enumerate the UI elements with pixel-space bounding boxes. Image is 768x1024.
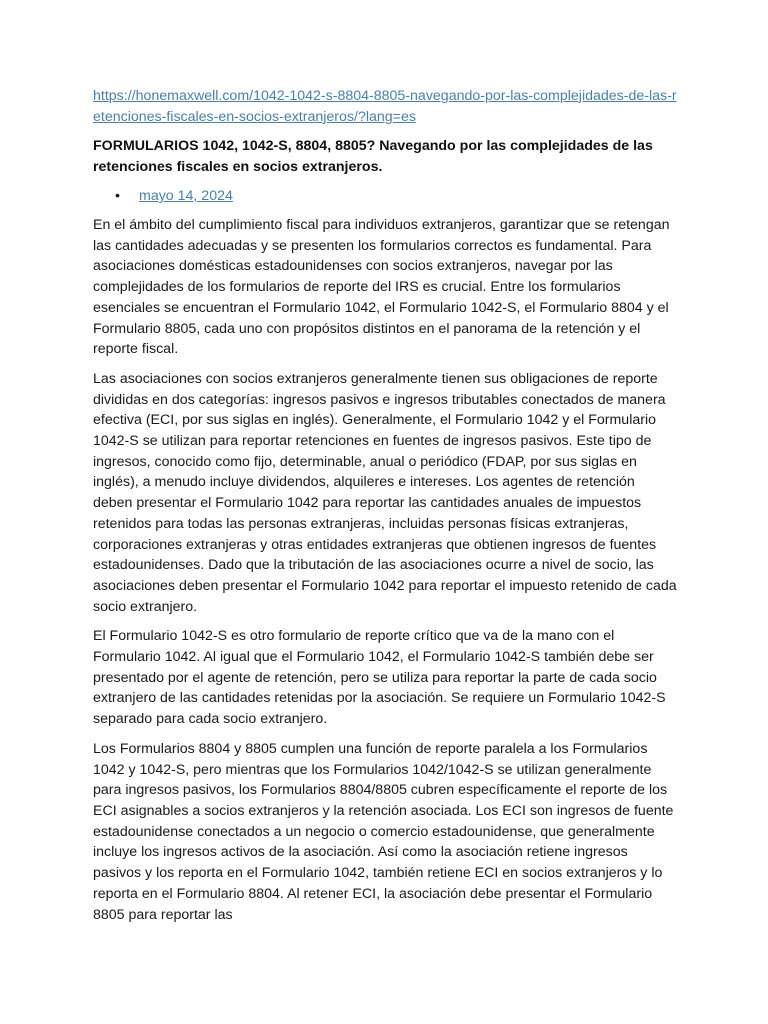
paragraph-4: Los Formularios 8804 y 8805 cumplen una función de reporte paralela a los Formularios 1042 y 1042-S, pero mientras que los Formularios 1042/1042-S se utilizan generalmente para ingresos pasivos, los Formularios 8804/8805 cubren específicamente el reporte de los ECI asignables a socios extranjeros y la retención asociada. Los ECI son ingresos de fuente estadounidense conectados a un negocio o comercio estadounidense, que generalmente incluye los ingresos activos de la asociación. Así como la asociación retiene ingresos pasivos y los reporta en el Formulario 1042, también retiene ECI en socios extranjeros y lo reporta en el Formulario 8804. Al retener ECI, la asociación debe presentar el Formulario 8805 para reportar las [93,740,674,923]
paragraph-1: En el ámbito del cumplimiento fiscal para individuos extranjeros, garantizar que se retengan las cantidades adecuadas y se presenten los formularios correctos es fundamental. Para asociaciones domésticas estadounidenses con socios extranjeros, navegar por las complejidades de los formularios de reporte del IRS es crucial. Entre los formularios esenciales se encuentran el Formulario 1042, el Formulario 1042-S, el Formulario 8804 y el Formulario 8805, cada uno con propósitos distintos en el panorama de la retención y el reporte fiscal. [93,217,670,358]
paragraph-2: Las asociaciones con socios extranjeros generalmente tienen sus obligaciones de reporte divididas en dos categorías: ingresos pasivos e ingresos tributables conectados de manera efectiva (ECI, por sus siglas en inglés). Generalmente, el Formulario 1042 y el Formulario 1042-S se utilizan para reportar retenciones en fuentes de ingresos pasivos. Este tipo de ingresos, conocido como fijo, determinable, anual o periódico (FDAP, por sus siglas en inglés), a menudo incluye dividendos, alquileres e intereses. Los agentes de retención deben presentar el Formulario 1042 para reportar las cantidades anuales de impuestos retenidos para todas las personas extranjeras, incluidas personas físicas extranjeras, corporaciones extranjeras y otras entidades extranjeras que obtienen ingresos de fuentes estadounidenses. Dado que la tributación de las asociaciones ocurre a nivel de socio, las asociaciones deben presentar el Formulario 1042 para reportar el impuesto retenido de cada socio extranjero. [93,370,677,615]
paragraph-3: El Formulario 1042-S es otro formulario de reporte crítico que va de la mano con el Formulario 1042. Al igual que el Formulario 1042, el Formulario 1042-S también debe ser presentado por el agente de retención, pero se utiliza para reportar la parte de cada socio extranjero de las cantidades retenidas por la asociación. Se requiere un Formulario 1042-S separado para cada socio extranjero. [93,628,666,728]
list-item [93,186,678,207]
document-page [93,86,678,934]
document-title: FORMULARIOS 1042, 1042-S, 8804, 8805? Navegando por las complejidades de las retenciones fiscales en socios extranjeros. [93,138,653,175]
source-url-link[interactable]: https://honemaxwell.com/1042-1042-s-8804-8805-navegando-por-las-complejidades-de-las-retenciones-fiscales-en-socios-extranjeros/?lang=es [93,88,677,125]
bullet-icon: • [115,188,120,204]
date-link[interactable]: mayo 14, 2024 [139,188,233,204]
meta-list [93,186,678,207]
